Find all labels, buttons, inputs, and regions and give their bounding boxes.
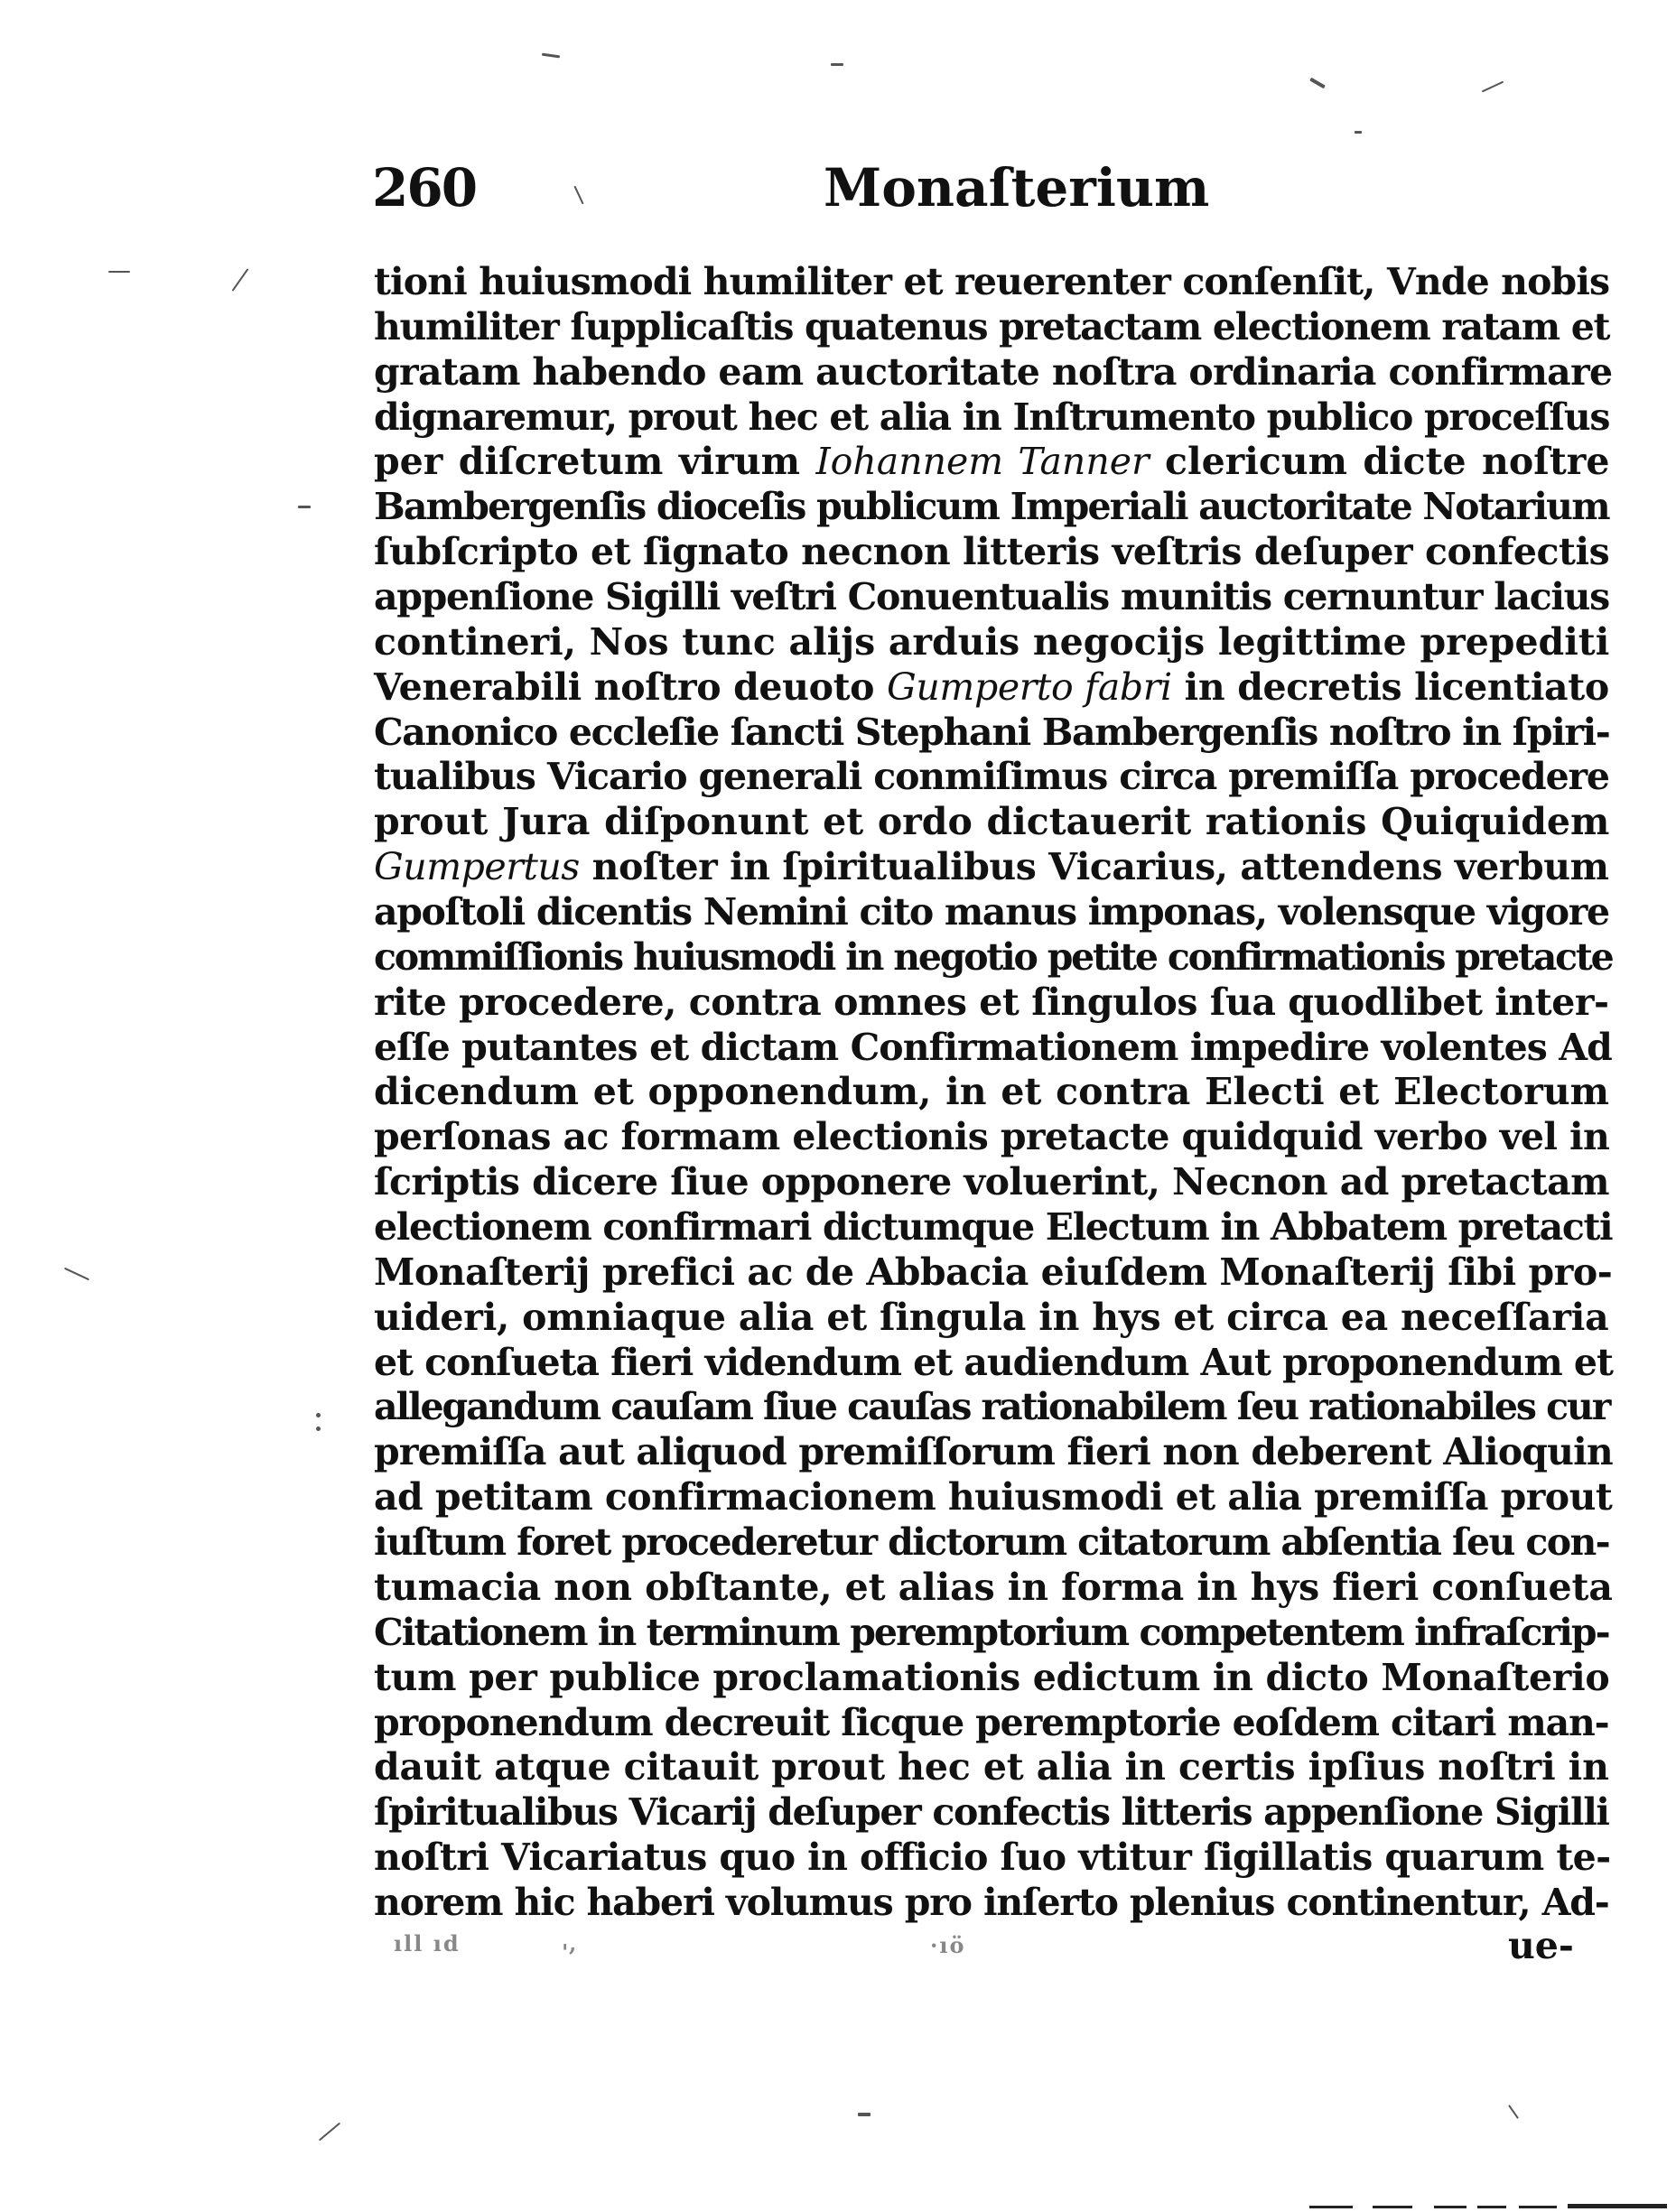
text-line: commiſſionis huiusmodi in negotio petite confirmationis pretacte — [374, 934, 1613, 979]
text-line: appenſione Sigilli veſtri Conuentualis munitis cernuntur lacius — [374, 575, 1609, 619]
scan-speck — [1508, 2105, 1519, 2119]
scan-speck — [64, 1268, 89, 1280]
text-line: noſtri Vicariatus quo in officio ſuo vtitur ſigillatis quarum te- — [374, 1836, 1611, 1880]
text-line: ſcriptis dicere ſiue opponere voluerint, Necnon ad pretactam — [374, 1160, 1609, 1204]
text-line: humiliter ſupplicaſtis quatenus pretactam electionem ratam et — [374, 304, 1610, 349]
scan-speck — [858, 2113, 871, 2116]
scan-speck — [298, 506, 311, 508]
bleed-through-mark: ıll ıd — [394, 1930, 461, 1956]
italic-name: Iohannem Tanner — [815, 440, 1150, 484]
text-run: Venerabili noſtro deuoto — [374, 665, 888, 709]
scan-speck — [232, 268, 249, 292]
text-line: ad petitam confirmacionem huiusmodi et alia premiſſa prout — [374, 1475, 1613, 1520]
scan-speck — [1482, 81, 1504, 93]
edge-rule-fragment — [1309, 2206, 1353, 2208]
text-line: tualibus Vicario generali conmiſimus circa premiſſa procedere — [374, 755, 1609, 799]
edge-rule-fragment — [1477, 2206, 1506, 2208]
edge-rule-fragment — [1373, 2206, 1412, 2208]
scan-speck — [108, 271, 130, 273]
text-line: proponendum decreuit ſicque peremptorie eoſdem citari man- — [374, 1700, 1609, 1744]
text-line — [374, 665, 1611, 711]
edge-rule-fragment — [1519, 2206, 1557, 2208]
text-line: electionem confirmari dictumque Electum in Abbatem pretacti — [374, 1205, 1613, 1250]
text-run: per diſcretum virum — [374, 440, 816, 484]
text-line: prout Jura diſponunt et ordo dictauerit rationis Quiquidem — [374, 800, 1610, 844]
scan-speck — [316, 1427, 321, 1431]
scan-speck — [316, 1413, 321, 1417]
text-line: contineri, Nos tunc alijs arduis negocijs legittime prepediti — [374, 619, 1610, 664]
text-line: dauit atque citauit prout hec et alia in certis ipſius noſtri in — [374, 1745, 1609, 1789]
italic-name: Gumpertus — [374, 845, 580, 889]
text-line: Citationem in terminum peremptorium competentem infraſcrip- — [374, 1610, 1609, 1654]
text-line: iuſtum foret procederetur dictorum citatorum abſentia ſeu con- — [374, 1520, 1610, 1565]
text-line — [374, 440, 1611, 485]
text-line: allegandum cauſam ſiue cauſas rationabilem ſeu rationabiles cur — [374, 1385, 1610, 1429]
text-line: ſubſcripto et ſignato necnon litteris veſtris deſuper confectis — [374, 530, 1610, 574]
text-line: norem hic haberi volumus pro inſerto plenius continentur, Ad- — [374, 1880, 1609, 1924]
text-line: rite procedere, contra omnes et ſingulos ſua quodlibet inter- — [374, 980, 1609, 1024]
running-title: Monaſterium — [824, 157, 1210, 218]
text-line: perſonas ac formam electionis pretacte quidquid verbo vel in — [374, 1115, 1610, 1159]
bleed-through-mark: ' — [562, 1939, 571, 1966]
text-run: noſter in ſpiritualibus Vicarius, attendens verbum — [579, 845, 1609, 889]
scan-speck — [573, 186, 583, 205]
text-line: Bambergenſis dioceſis publicum Imperiali auctoritate Notarium — [374, 485, 1609, 529]
text-line: gratam habendo eam auctoritate noſtra ordinaria confirmare — [374, 349, 1613, 394]
scan-speck — [1355, 131, 1362, 134]
text-line: tumacia non obſtante, et alias in forma in hys fieri conſueta — [374, 1565, 1613, 1609]
bleed-through-mark: , — [569, 1930, 579, 1956]
text-line: dignaremur, prout hec et alia in Inſtrumento publico proceſſus — [374, 395, 1610, 439]
text-line: tioni huiusmodi humiliter et reuerenter conſenſit, Vnde nobis — [374, 260, 1610, 303]
text-line: dicendum et opponendum, in et contra Electi et Electorum — [374, 1070, 1610, 1114]
text-line — [374, 845, 1611, 890]
page-number: 260 — [372, 157, 477, 218]
text-line: uideri, omniaque alia et ſingula in hys et circa ea neceſſaria — [374, 1295, 1609, 1339]
bleed-through-mark: ·ıö — [930, 1932, 966, 1958]
text-run: clericum dicte noſtre — [1149, 440, 1610, 484]
text-line: tum per publice proclamationis edictum in dicto Monaſterio — [374, 1655, 1610, 1699]
text-line: Canonico eccleſie ſancti Stephani Bambergenſis noſtro in ſpiri- — [374, 710, 1610, 754]
catchword: ue- — [1508, 1924, 1574, 1967]
text-run: in decretis licentiato — [1171, 665, 1609, 709]
edge-rule-fragment — [1568, 2204, 1667, 2208]
edge-rule-fragment — [1434, 2206, 1466, 2208]
text-line: Monaſterij prefici ac de Abbacia eiuſdem Monaſterij ſibi pro- — [374, 1250, 1613, 1294]
body-text — [374, 260, 1611, 1926]
text-line: apoſtoli dicentis Nemini cito manus imponas, volensque vigore — [374, 890, 1609, 934]
italic-name: Gumperto fabri — [887, 665, 1172, 709]
text-line: et conſueta fieri videndum et audiendum Aut proponendum et — [374, 1340, 1613, 1384]
text-line: eſſe putantes et dictam Confirmationem impedire volentes Ad — [374, 1025, 1612, 1069]
scan-speck — [542, 53, 560, 59]
scan-speck — [1309, 78, 1326, 88]
scan-speck — [319, 2123, 340, 2142]
text-line: premiſſa aut aliquod premiſſorum fieri non deberent Alioquin — [374, 1430, 1613, 1474]
text-line: ſpiritualibus Vicarij deſuper confectis litteris appenſione Sigilli — [374, 1790, 1609, 1835]
scan-speck — [831, 63, 843, 66]
